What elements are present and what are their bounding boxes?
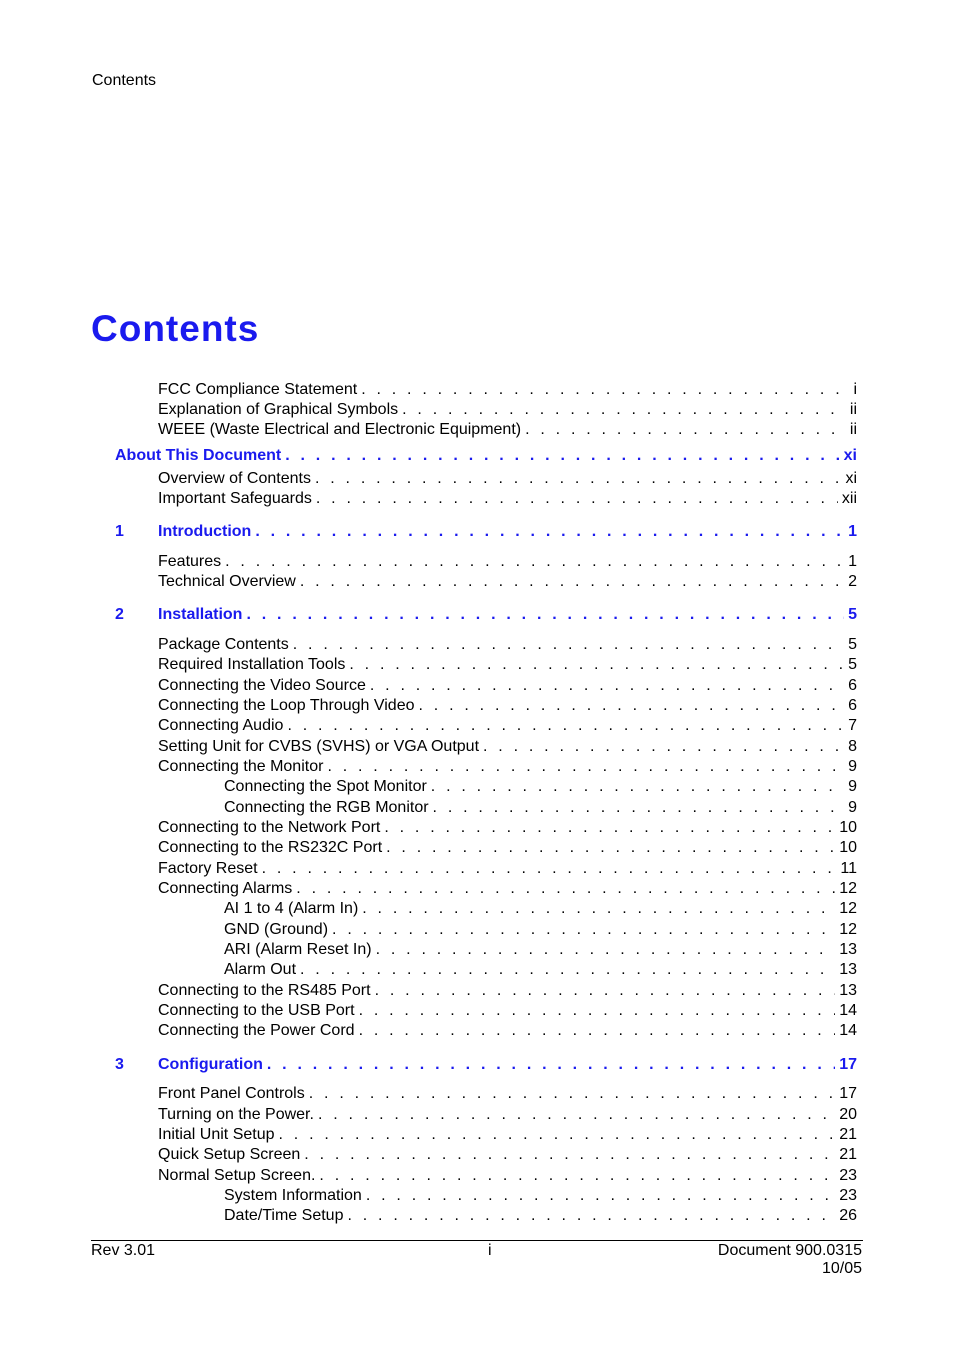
- toc-entry-label: Overview of Contents: [158, 469, 315, 489]
- toc-page-number: 12: [835, 899, 857, 919]
- toc-page-number: 23: [835, 1166, 857, 1186]
- toc-entry-label: System Information: [224, 1186, 366, 1206]
- toc-page-number: 1: [844, 522, 857, 542]
- toc-chapter-entry[interactable]: [115, 1055, 857, 1075]
- toc-entry-label: Front Panel Controls: [158, 1084, 309, 1104]
- toc-dot-leader: [285, 446, 839, 466]
- toc-dot-leader: [375, 981, 836, 1001]
- toc-entry-label: Date/Time Setup: [224, 1206, 347, 1226]
- toc-entry-label: Installation: [158, 605, 246, 625]
- toc-page-number: 5: [844, 655, 857, 675]
- toc-page-number: 6: [844, 676, 857, 696]
- toc-page-number: 11: [836, 859, 857, 879]
- toc-entry[interactable]: [224, 960, 857, 980]
- toc-page-number: 20: [835, 1105, 857, 1125]
- page-title: Contents: [91, 308, 260, 349]
- toc-page-number: 5: [844, 635, 857, 655]
- toc-page-number: 13: [835, 960, 857, 980]
- toc-dot-leader: [316, 489, 838, 509]
- toc-entry[interactable]: [158, 818, 857, 838]
- toc-dot-leader: [386, 838, 835, 858]
- toc-dot-leader: [267, 1055, 835, 1075]
- toc-page-number: xii: [838, 489, 857, 509]
- toc-entry[interactable]: [158, 635, 857, 655]
- toc-dot-leader: [370, 676, 844, 696]
- toc-entry-label: Features: [158, 552, 225, 572]
- toc-entry[interactable]: [158, 1105, 857, 1125]
- toc-entry[interactable]: [224, 1206, 857, 1226]
- toc-dot-leader: [349, 655, 844, 675]
- toc-dot-leader: [318, 1105, 835, 1125]
- footer-document-number: Document 900.0315: [717, 1242, 862, 1259]
- toc-dot-leader: [304, 1145, 835, 1165]
- footer-page-number: i: [488, 1242, 492, 1259]
- toc-page-number: 13: [835, 981, 857, 1001]
- toc-entry-label: Package Contents: [158, 635, 293, 655]
- toc-entry-label: Turning on the Power.: [158, 1105, 318, 1125]
- toc-dot-leader: [332, 920, 835, 940]
- toc-dot-leader: [384, 818, 835, 838]
- toc-entry-label: Quick Setup Screen: [158, 1145, 304, 1165]
- toc-entry[interactable]: [158, 859, 857, 879]
- toc-page-number: 14: [835, 1021, 857, 1041]
- toc-dot-leader: [362, 899, 835, 919]
- toc-entry[interactable]: [158, 696, 857, 716]
- toc-entry-label: Connecting the Monitor: [158, 757, 327, 777]
- toc-dot-leader: [361, 380, 849, 400]
- toc-entry[interactable]: [224, 940, 857, 960]
- toc-entry[interactable]: [158, 676, 857, 696]
- toc-page-number: 14: [835, 1001, 857, 1021]
- toc-entry-label: Technical Overview: [158, 572, 300, 592]
- toc-entry-label: Connecting to the RS485 Port: [158, 981, 375, 1001]
- toc-page-number: 12: [835, 920, 857, 940]
- toc-chapter-number: 1: [115, 523, 124, 540]
- toc-entry-label: Connecting the Power Cord: [158, 1021, 359, 1041]
- toc-page-number: 7: [844, 716, 857, 736]
- toc-entry-label: Important Safeguards: [158, 489, 316, 509]
- toc-dot-leader: [433, 798, 845, 818]
- toc-dot-leader: [359, 1001, 836, 1021]
- toc-entry-label: Alarm Out: [224, 960, 300, 980]
- toc-entry-label: FCC Compliance Statement: [158, 380, 361, 400]
- toc-dot-leader: [246, 605, 844, 625]
- toc-page-number: 1: [844, 552, 857, 572]
- toc-page-number: 21: [835, 1125, 857, 1145]
- toc-dot-leader: [402, 400, 846, 420]
- footer-revision: Rev 3.01: [91, 1242, 156, 1259]
- toc-entry[interactable]: [224, 798, 857, 818]
- toc-entry[interactable]: [158, 1125, 857, 1145]
- toc-page-number: 9: [844, 757, 857, 777]
- toc-page-number: 12: [835, 879, 857, 899]
- toc-entry-label: Initial Unit Setup: [158, 1125, 279, 1145]
- toc-entry[interactable]: [158, 400, 857, 420]
- toc-entry-label: Connecting to the RS232C Port: [158, 838, 386, 858]
- toc-page-number: 9: [844, 777, 857, 797]
- toc-dot-leader: [262, 859, 837, 879]
- toc-entry-label: WEEE (Waste Electrical and Electronic Equipment): [158, 420, 525, 440]
- toc-entry[interactable]: [158, 1145, 857, 1165]
- toc-entry[interactable]: [224, 920, 857, 940]
- toc-entry[interactable]: [158, 469, 857, 489]
- toc-entry-label: Connecting the Video Source: [158, 676, 370, 696]
- toc-dot-leader: [431, 777, 844, 797]
- toc-dot-leader: [315, 469, 841, 489]
- toc-entry-label: Connecting to the Network Port: [158, 818, 384, 838]
- toc-page-number: 5: [844, 605, 857, 625]
- toc-entry[interactable]: [158, 981, 857, 1001]
- toc-entry-label: Explanation of Graphical Symbols: [158, 400, 402, 420]
- toc-dot-leader: [359, 1021, 836, 1041]
- toc-page-number: i: [849, 380, 857, 400]
- toc-page-number: 9: [844, 798, 857, 818]
- toc-entry-label: Connecting the RGB Monitor: [224, 798, 433, 818]
- toc-entry[interactable]: [158, 489, 857, 509]
- footer-document-info: [718, 1242, 862, 1278]
- toc-dot-leader: [293, 635, 844, 655]
- toc-page-number: ii: [846, 400, 857, 420]
- toc-entry-label: Required Installation Tools: [158, 655, 349, 675]
- toc-entry[interactable]: [158, 1021, 857, 1041]
- toc-page-number: xi: [841, 469, 857, 489]
- toc-dot-leader: [287, 716, 844, 736]
- toc-entry-label: GND (Ground): [224, 920, 332, 940]
- toc-page-number: 6: [844, 696, 857, 716]
- toc-dot-leader: [279, 1125, 836, 1145]
- toc-page-number: 26: [835, 1206, 857, 1226]
- toc-dot-leader: [376, 940, 836, 960]
- toc-entry[interactable]: [158, 1001, 857, 1021]
- toc-chapter-number: 2: [115, 606, 124, 623]
- toc-entry[interactable]: [158, 737, 857, 757]
- toc-entry[interactable]: [158, 757, 857, 777]
- toc-entry[interactable]: [158, 552, 857, 572]
- toc-entry-label: Setting Unit for CVBS (SVHS) or VGA Output: [158, 737, 483, 757]
- toc-page-number: ii: [846, 420, 857, 440]
- toc-dot-leader: [225, 552, 844, 572]
- toc-page-number: 17: [835, 1084, 857, 1104]
- toc-entry[interactable]: [224, 899, 857, 919]
- toc-dot-leader: [366, 1186, 835, 1206]
- toc-entry[interactable]: [158, 1084, 857, 1104]
- toc-entry[interactable]: [224, 1186, 857, 1206]
- toc-dot-leader: [300, 960, 835, 980]
- toc-dot-leader: [255, 522, 844, 542]
- toc-entry-label: Introduction: [158, 522, 255, 542]
- toc-page-number: 8: [844, 737, 857, 757]
- toc-chapter-entry[interactable]: [115, 446, 857, 466]
- toc-entry[interactable]: [158, 420, 857, 440]
- toc-chapter-number: 3: [115, 1056, 124, 1073]
- toc-page-number: 10: [835, 818, 857, 838]
- toc-dot-leader: [525, 420, 846, 440]
- toc-entry[interactable]: [158, 716, 857, 736]
- toc-entry[interactable]: [158, 1166, 857, 1186]
- toc-page-number: xi: [840, 446, 857, 466]
- toc-page-number: 2: [844, 572, 857, 592]
- toc-entry[interactable]: [158, 572, 857, 592]
- toc-entry-label: Configuration: [158, 1055, 267, 1075]
- toc-page-number: 10: [835, 838, 857, 858]
- toc-page-number: 21: [835, 1145, 857, 1165]
- toc-entry[interactable]: [158, 655, 857, 675]
- toc-dot-leader: [347, 1206, 835, 1226]
- toc-entry-label: ARI (Alarm Reset In): [224, 940, 376, 960]
- toc-entry-label: AI 1 to 4 (Alarm In): [224, 899, 362, 919]
- toc-dot-leader: [327, 757, 844, 777]
- toc-entry-label: Connecting the Loop Through Video: [158, 696, 419, 716]
- toc-entry-label: Connecting Audio: [158, 716, 287, 736]
- toc-dot-leader: [419, 696, 845, 716]
- toc-chapter-entry[interactable]: [115, 522, 857, 542]
- toc-dot-leader: [296, 879, 835, 899]
- running-head: Contents: [92, 72, 157, 89]
- toc-dot-leader: [483, 737, 844, 757]
- toc-entry[interactable]: [158, 838, 857, 858]
- toc-entry-label: Connecting to the USB Port: [158, 1001, 359, 1021]
- toc-entry-label: Connecting Alarms: [158, 879, 296, 899]
- footer-date: 10/05: [821, 1260, 862, 1277]
- toc-dot-leader: [300, 572, 844, 592]
- toc-dot-leader: [309, 1084, 835, 1104]
- footer-divider: [91, 1240, 863, 1241]
- toc-dot-leader: [319, 1166, 835, 1186]
- toc-entry[interactable]: [158, 879, 857, 899]
- toc-page-number: 23: [835, 1186, 857, 1206]
- toc-entry-label: Factory Reset: [158, 859, 262, 879]
- toc-entry[interactable]: [224, 777, 857, 797]
- toc-chapter-entry[interactable]: [115, 605, 857, 625]
- toc-entry[interactable]: [158, 380, 857, 400]
- toc-entry-label: Normal Setup Screen.: [158, 1166, 319, 1186]
- toc-page-number: 13: [835, 940, 857, 960]
- toc-entry-label: About This Document: [115, 446, 285, 466]
- toc-entry-label: Connecting the Spot Monitor: [224, 777, 431, 797]
- toc-page-number: 17: [835, 1055, 857, 1075]
